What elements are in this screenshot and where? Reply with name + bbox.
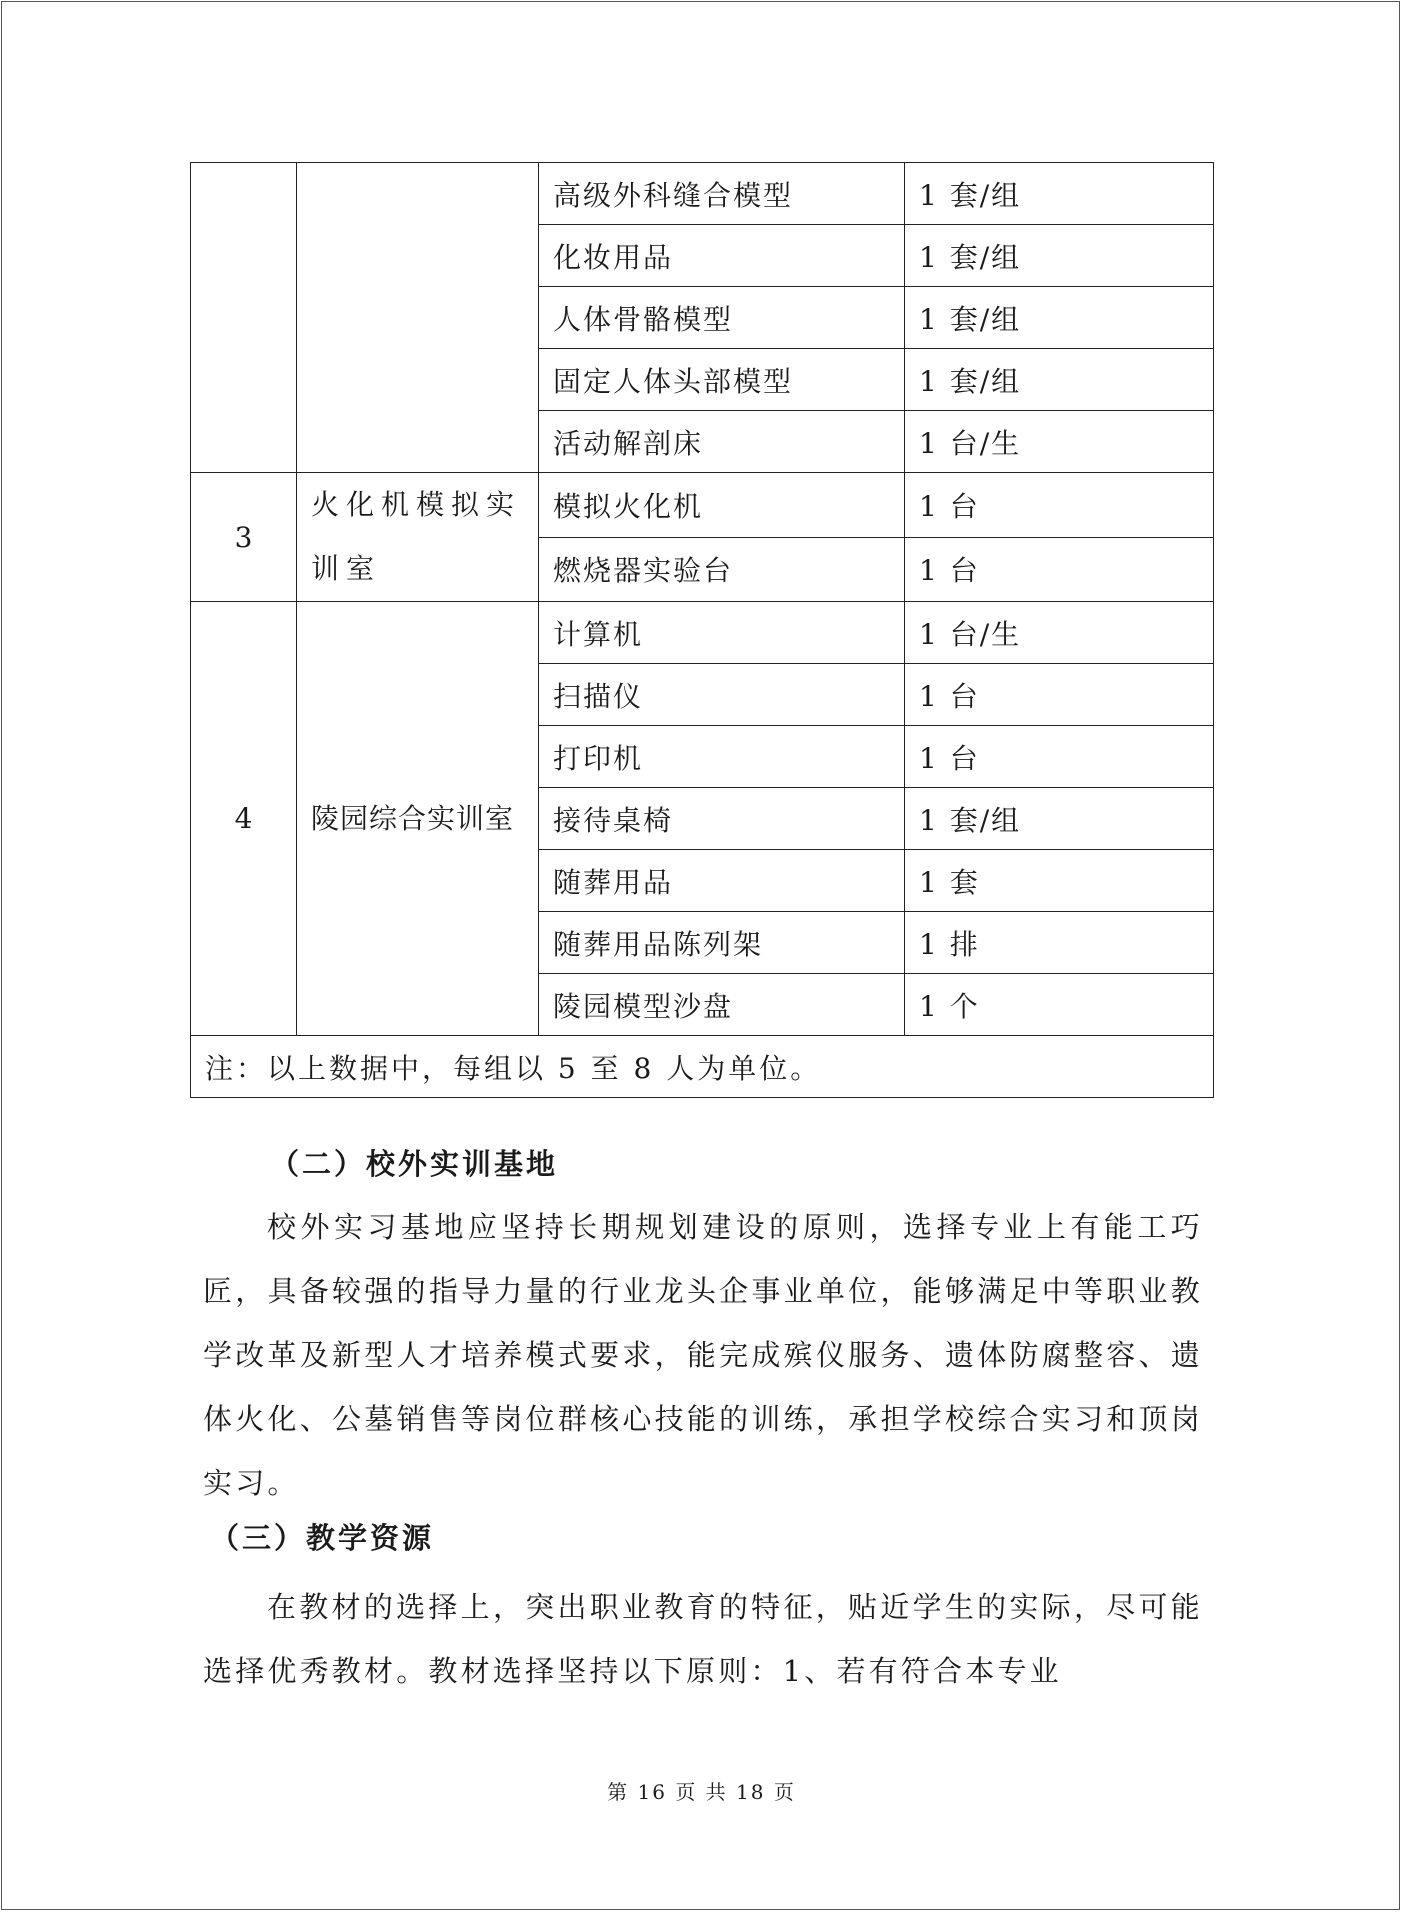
equipment-item: 固定人体头部模型 — [539, 349, 905, 411]
section-paragraph: 校外实习基地应坚持长期规划建设的原则，选择专业上有能工巧匠，具备较强的指导力量的行业龙头企事业单位，能够满足中等职业教学改革及新型人才培养模式要求，能完成殡仪服务、遗体防腐整容、遗体火化、公墓销售等岗位群核心技能的训练，承担学校综合实习和顶岗实习。 — [203, 1210, 1203, 1500]
equipment-quantity: 1 排 — [905, 912, 1214, 974]
section-heading: （二）校外实训基地 — [270, 1147, 559, 1181]
room-number: 3 — [191, 473, 297, 602]
equipment-quantity: 1 台 — [905, 664, 1214, 726]
table-row — [191, 473, 1214, 538]
equipment-quantity: 1 台 — [905, 726, 1214, 788]
table-row — [191, 163, 1214, 225]
equipment-quantity: 1 套 — [905, 850, 1214, 912]
equipment-quantity: 1 套/组 — [905, 349, 1214, 411]
equipment-item: 随葬用品陈列架 — [539, 912, 905, 974]
equipment-item: 接待桌椅 — [539, 788, 905, 850]
section-heading: （三）教学资源 — [210, 1521, 435, 1555]
equipment-quantity: 1 台 — [905, 537, 1214, 602]
room-number: 4 — [191, 602, 297, 1036]
equipment-table — [190, 162, 1214, 1098]
equipment-quantity: 1 套/组 — [905, 225, 1214, 287]
table-note: 注：以上数据中，每组以 5 至 8 人为单位。 — [191, 1036, 1214, 1098]
room-name: 陵园综合实训室 — [297, 602, 539, 1036]
table-cell-room-empty — [297, 163, 539, 473]
equipment-item: 随葬用品 — [539, 850, 905, 912]
equipment-quantity: 1 套/组 — [905, 287, 1214, 349]
equipment-item: 计算机 — [539, 602, 905, 664]
equipment-item: 人体骨骼模型 — [539, 287, 905, 349]
equipment-quantity: 1 套/组 — [905, 788, 1214, 850]
equipment-item: 扫描仪 — [539, 664, 905, 726]
equipment-item: 活动解剖床 — [539, 411, 905, 473]
equipment-quantity: 1 台 — [905, 473, 1214, 538]
table-row — [191, 1036, 1214, 1098]
equipment-item: 高级外科缝合模型 — [539, 163, 905, 225]
section-paragraph: 在教材的选择上，突出职业教育的特征，贴近学生的实际，尽可能选择优秀教材。教材选择坚持以下原则：1、若有符合本专业 — [203, 1590, 1203, 1688]
table-cell-number-empty — [191, 163, 297, 473]
room-name: 火化机模拟实训室 — [297, 473, 539, 602]
equipment-quantity: 1 台/生 — [905, 602, 1214, 664]
equipment-quantity: 1 台/生 — [905, 411, 1214, 473]
equipment-item: 打印机 — [539, 726, 905, 788]
equipment-quantity: 1 套/组 — [905, 163, 1214, 225]
equipment-item: 化妆用品 — [539, 225, 905, 287]
equipment-item: 燃烧器实验台 — [539, 537, 905, 602]
equipment-item: 陵园模型沙盘 — [539, 974, 905, 1036]
page-number: 第 16 页 共 18 页 — [607, 1780, 796, 1804]
equipment-item: 模拟火化机 — [539, 473, 905, 538]
equipment-quantity: 1 个 — [905, 974, 1214, 1036]
table-row — [191, 602, 1214, 664]
